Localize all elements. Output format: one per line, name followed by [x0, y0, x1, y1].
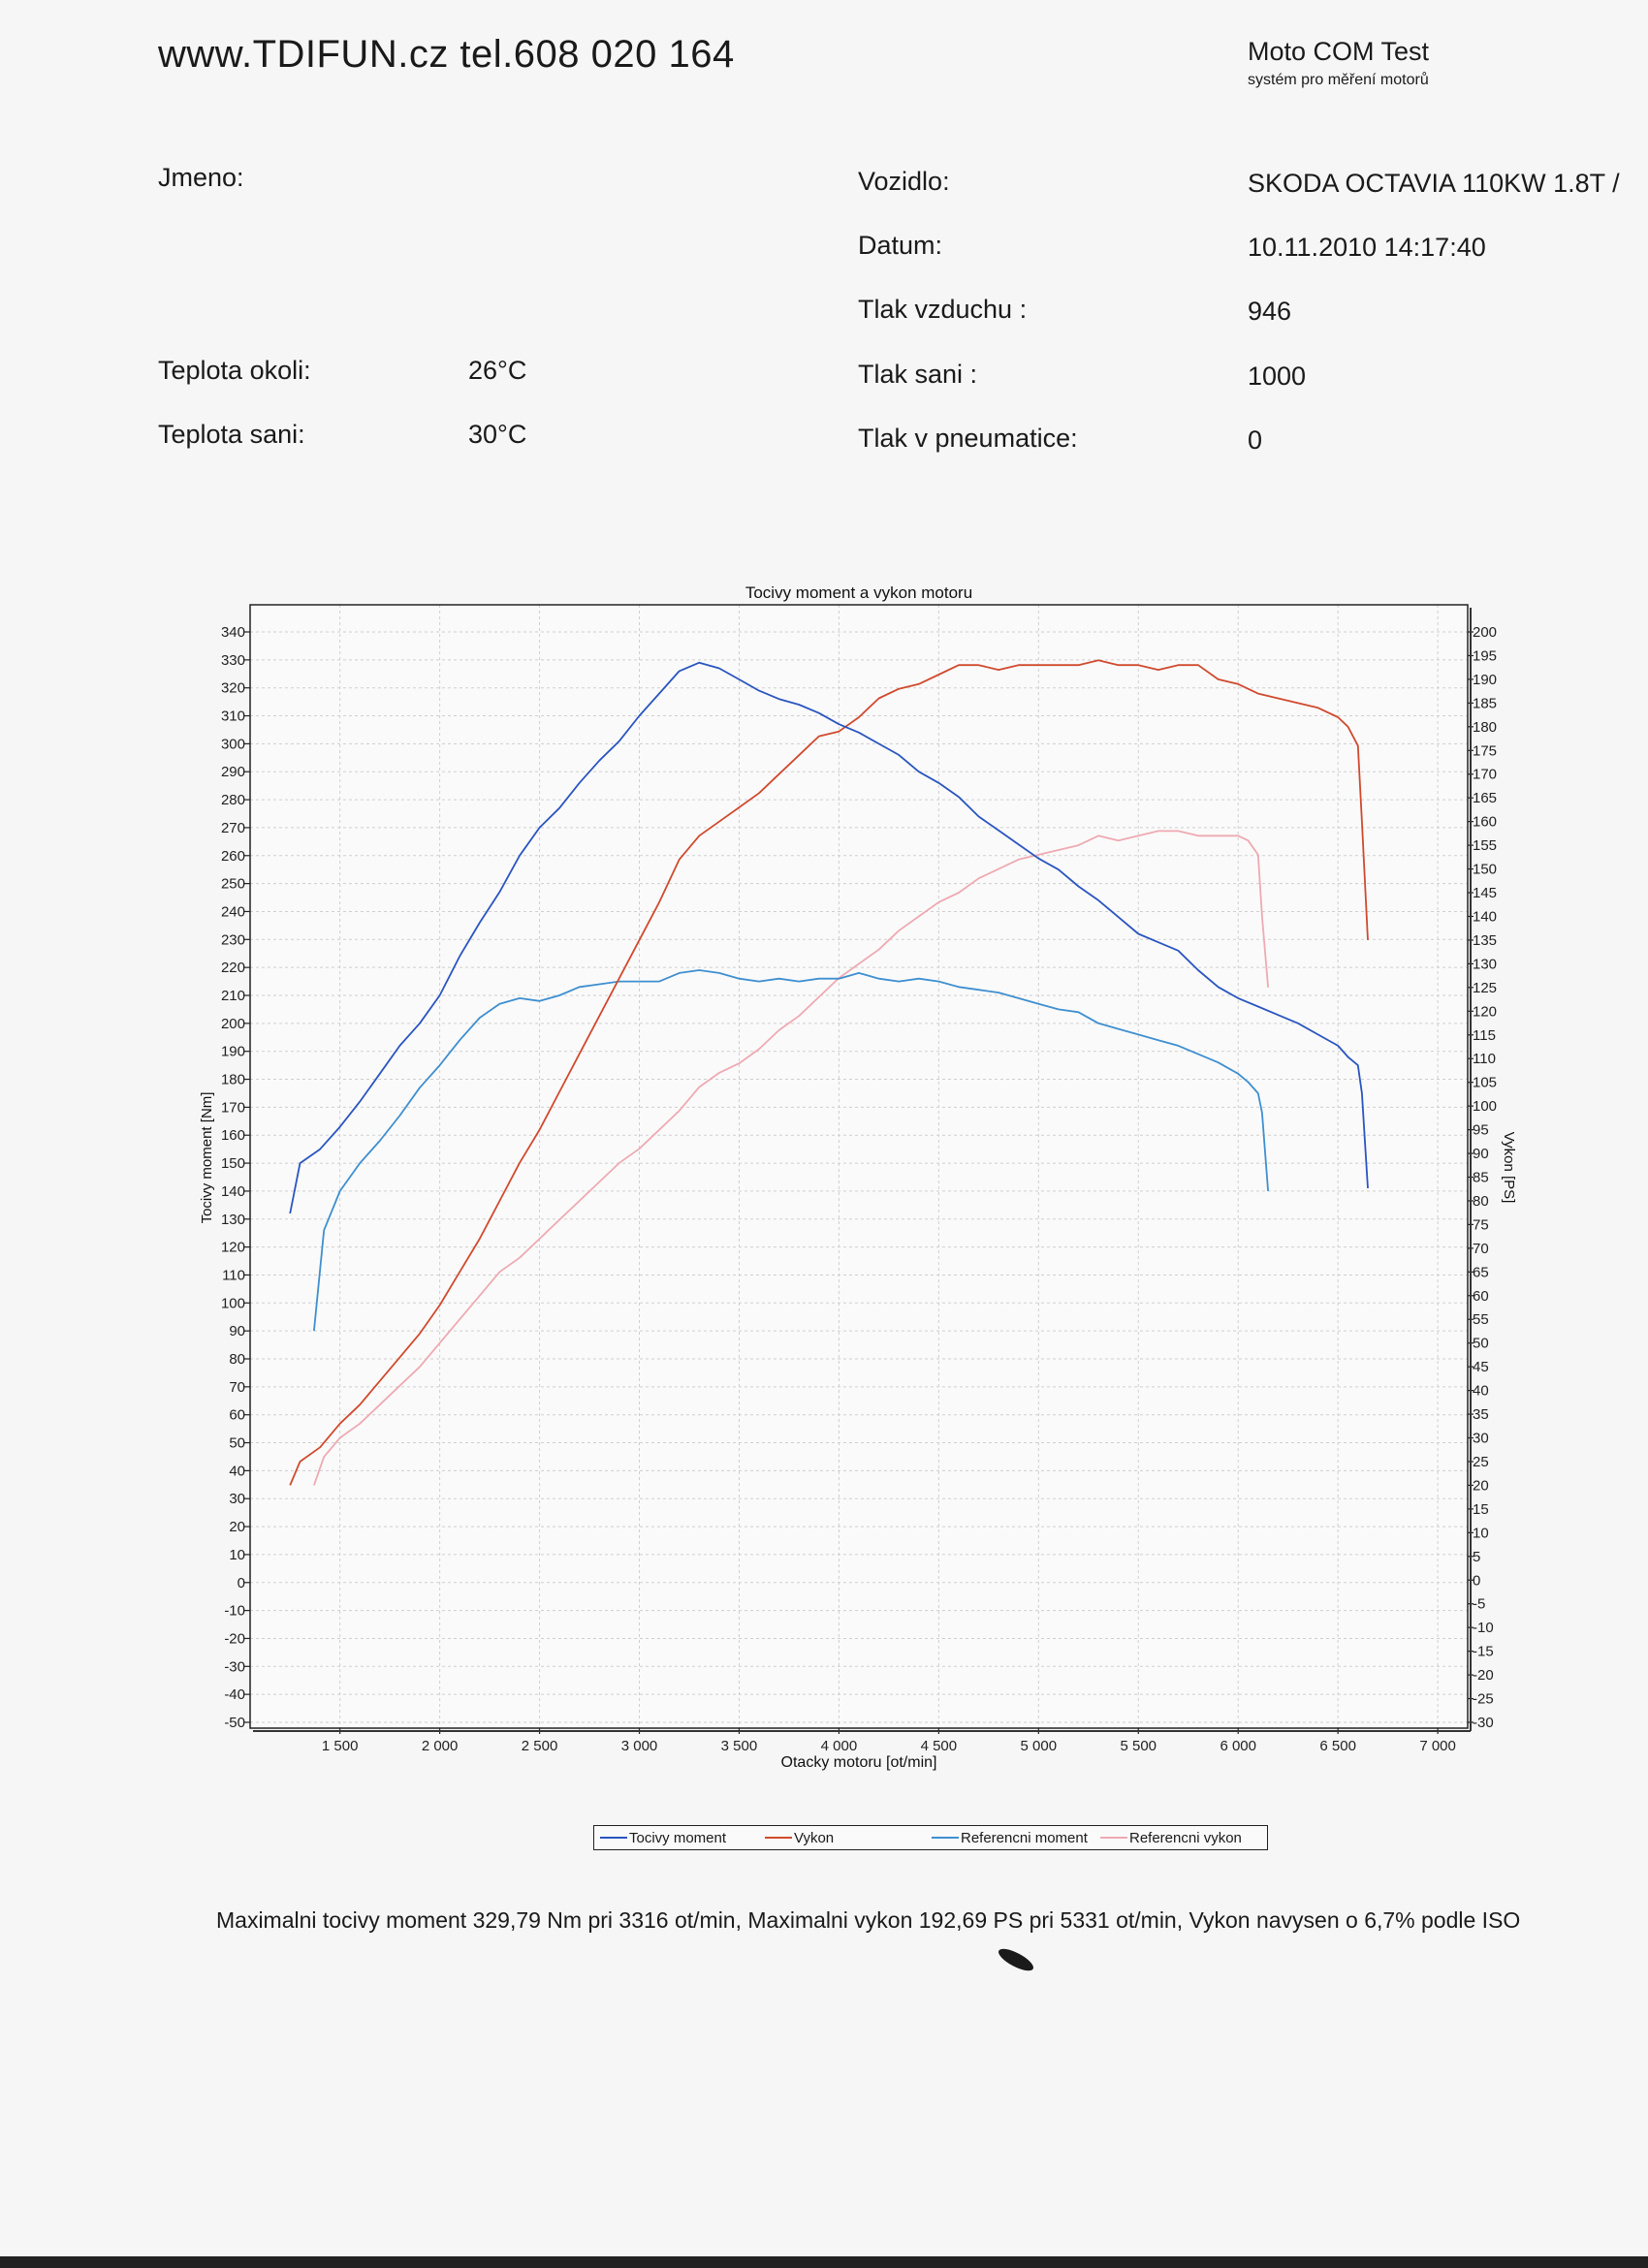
x-tick-label: 3 500: [720, 1738, 758, 1754]
y2-axis-label: Vykon [PS]: [1501, 1131, 1517, 1204]
x-tick-label: 2 000: [421, 1738, 459, 1754]
x-tick-label: 6 000: [1220, 1738, 1256, 1754]
y-tick-label: 230: [220, 931, 245, 949]
legend-swatch-power: [765, 1837, 792, 1839]
y-tick-label: 290: [220, 764, 245, 781]
legend-swatch-torque: [600, 1837, 627, 1839]
y-tick-label: 110: [222, 1267, 245, 1284]
y-tick-label: 10: [229, 1546, 245, 1563]
y2-tick-label: 0: [1473, 1572, 1481, 1590]
tlak-vzduchu-label: Tlak vzduchu :: [858, 295, 1028, 324]
y-tick-label: 150: [220, 1155, 245, 1173]
y2-tick-label: 10: [1473, 1525, 1489, 1542]
y2-tick-label: 185: [1473, 695, 1498, 712]
chart-title: Tocivy moment a vykon motoru: [745, 583, 973, 602]
y-tick-label: 20: [229, 1519, 245, 1536]
x-tick-label: 4 000: [820, 1738, 858, 1754]
y2-tick-label: 30: [1473, 1430, 1489, 1447]
legend-swatch-ref-torque: [932, 1837, 959, 1839]
x-tick-label: 2 500: [521, 1738, 558, 1754]
plot-area: [250, 605, 1468, 1728]
teplota-okoli-value: 26°C: [468, 356, 527, 385]
site-header: www.TDIFUN.cz tel.608 020 164: [158, 33, 735, 76]
y2-tick-label: 190: [1473, 671, 1498, 688]
y-tick-label: 0: [237, 1574, 245, 1591]
y2-tick-label: 165: [1473, 790, 1498, 807]
y-tick-label: 300: [220, 736, 245, 753]
y-tick-label: 270: [220, 819, 245, 836]
teplota-sani-label: Teplota sani:: [158, 420, 305, 449]
y2-tick-label: 140: [1473, 908, 1498, 926]
y2-tick-label: 175: [1473, 742, 1498, 760]
y-tick-label: -20: [224, 1630, 245, 1648]
legend-item-power: Vykon: [794, 1830, 835, 1846]
y2-tick-label: 115: [1473, 1026, 1496, 1044]
y2-tick-label: 180: [1473, 718, 1498, 736]
x-tick-label: 5 000: [1020, 1738, 1058, 1754]
y-tick-label: 90: [229, 1323, 245, 1340]
teplota-okoli-label: Teplota okoli:: [158, 356, 311, 385]
summary-text: Maximalni tocivy moment 329,79 Nm pri 3316 ot/min, Maximalni vykon 192,69 PS pri 5331 ot/min, Vykon navysen o 6,7% podle ISO: [216, 1907, 1521, 1933]
vozidlo-label: Vozidlo:: [858, 167, 950, 196]
y2-tick-label: 150: [1473, 861, 1498, 878]
y-tick-label: 330: [220, 651, 245, 669]
teplota-sani-value: 30°C: [468, 420, 527, 449]
y2-tick-label: 170: [1473, 766, 1498, 783]
y2-tick-label: 45: [1473, 1359, 1489, 1376]
y2-tick-label: 125: [1473, 979, 1498, 996]
legend-item-ref-power: Referencni vykon: [1129, 1830, 1242, 1846]
x-tick-label: 6 500: [1319, 1738, 1356, 1754]
y-tick-label: 100: [220, 1295, 245, 1312]
x-tick-label: 1 500: [321, 1738, 359, 1754]
y-tick-label: 190: [220, 1043, 245, 1060]
y2-tick-label: 80: [1473, 1192, 1489, 1210]
y-tick-label: 60: [229, 1406, 245, 1424]
jmeno-label: Jmeno:: [158, 163, 244, 192]
x-tick-label: 5 500: [1120, 1738, 1157, 1754]
y2-tick-label: 5: [1473, 1548, 1481, 1565]
y-tick-label: 50: [229, 1434, 245, 1452]
y2-tick-label: -25: [1473, 1690, 1494, 1708]
y-tick-label: 320: [220, 679, 245, 697]
y-tick-label: 310: [220, 708, 245, 725]
y2-tick-label: 105: [1473, 1074, 1498, 1091]
brand-subtitle: systém pro měření motorů: [1248, 72, 1429, 88]
tlak-vzduchu-value: 946: [1248, 297, 1292, 326]
vozidlo-value: SKODA OCTAVIA 110KW 1.8T /: [1248, 169, 1620, 198]
y2-tick-label: -5: [1473, 1595, 1486, 1613]
y-tick-label: 260: [220, 847, 245, 865]
y2-tick-label: 200: [1473, 624, 1498, 641]
y2-tick-label: 130: [1473, 956, 1498, 973]
y-tick-label: 80: [229, 1351, 245, 1368]
y-tick-label: 170: [220, 1099, 245, 1117]
y2-tick-label: 70: [1473, 1240, 1489, 1257]
y2-tick-label: 135: [1473, 931, 1498, 949]
x-tick-label: 7 000: [1419, 1738, 1456, 1754]
datum-value: 10.11.2010 14:17:40: [1248, 233, 1486, 262]
y-tick-label: 160: [220, 1127, 245, 1145]
y2-tick-label: 25: [1473, 1453, 1489, 1470]
legend-swatch-ref-power: [1100, 1837, 1127, 1839]
y2-tick-label: 95: [1473, 1121, 1489, 1139]
y2-tick-label: 145: [1473, 885, 1498, 902]
y-tick-label: 340: [220, 624, 245, 641]
y-tick-label: 120: [220, 1239, 245, 1256]
legend-item-ref-torque: Referencni moment: [961, 1830, 1088, 1846]
y2-tick-label: 110: [1473, 1051, 1496, 1068]
tlak-sani-label: Tlak sani :: [858, 360, 978, 389]
y-axis-label: Tocivy moment [Nm]: [199, 1091, 215, 1224]
y2-tick-label: 195: [1473, 647, 1498, 665]
y-tick-label: 40: [229, 1463, 245, 1480]
y2-tick-label: -10: [1473, 1620, 1494, 1637]
y2-tick-label: -30: [1473, 1715, 1494, 1731]
chart-legend: [593, 1825, 1268, 1850]
y-tick-label: -40: [224, 1686, 245, 1704]
y2-tick-label: 155: [1473, 837, 1498, 855]
y-tick-label: -10: [224, 1602, 245, 1620]
scan-edge: [0, 2256, 1648, 2268]
y-tick-label: 250: [220, 875, 245, 893]
y2-tick-label: 20: [1473, 1477, 1489, 1495]
y2-tick-label: 120: [1473, 1003, 1498, 1021]
brand-title: Moto COM Test: [1248, 37, 1430, 66]
y2-tick-label: 60: [1473, 1287, 1489, 1305]
y-tick-label: -30: [224, 1658, 245, 1676]
y-tick-label: -50: [224, 1715, 245, 1731]
y-tick-label: 30: [229, 1491, 245, 1508]
legend-item-torque: Tocivy moment: [629, 1830, 727, 1846]
y2-tick-label: 55: [1473, 1311, 1489, 1329]
y2-tick-label: 160: [1473, 813, 1498, 831]
y-tick-label: 280: [220, 792, 245, 809]
y-tick-label: 220: [220, 960, 245, 977]
y-tick-label: 140: [220, 1182, 245, 1200]
y2-tick-label: -15: [1473, 1643, 1494, 1660]
tlak-sani-value: 1000: [1248, 362, 1307, 391]
y2-tick-label: 90: [1473, 1146, 1489, 1163]
y2-tick-label: 100: [1473, 1098, 1498, 1116]
datum-label: Datum:: [858, 231, 943, 260]
x-tick-label: 4 500: [920, 1738, 958, 1754]
x-tick-label: 3 000: [620, 1738, 658, 1754]
y2-tick-label: 75: [1473, 1216, 1489, 1234]
y-tick-label: 210: [220, 988, 245, 1004]
tlak-pneu-label: Tlak v pneumatice:: [858, 424, 1078, 453]
y-tick-label: 70: [229, 1378, 245, 1396]
x-axis-label: Otacky motoru [ot/min]: [780, 1754, 937, 1771]
y2-tick-label: 15: [1473, 1500, 1489, 1518]
y2-tick-label: 35: [1473, 1406, 1489, 1424]
y-tick-label: 240: [220, 903, 245, 921]
y-tick-label: 200: [220, 1015, 245, 1032]
y-tick-label: 130: [220, 1211, 245, 1228]
y2-tick-label: 50: [1473, 1335, 1489, 1352]
tlak-pneu-value: 0: [1248, 425, 1263, 455]
y2-tick-label: 40: [1473, 1382, 1489, 1400]
y2-tick-label: -20: [1473, 1667, 1494, 1685]
y2-tick-label: 85: [1473, 1169, 1489, 1186]
y2-tick-label: 65: [1473, 1264, 1489, 1281]
y-tick-label: 180: [220, 1071, 245, 1088]
